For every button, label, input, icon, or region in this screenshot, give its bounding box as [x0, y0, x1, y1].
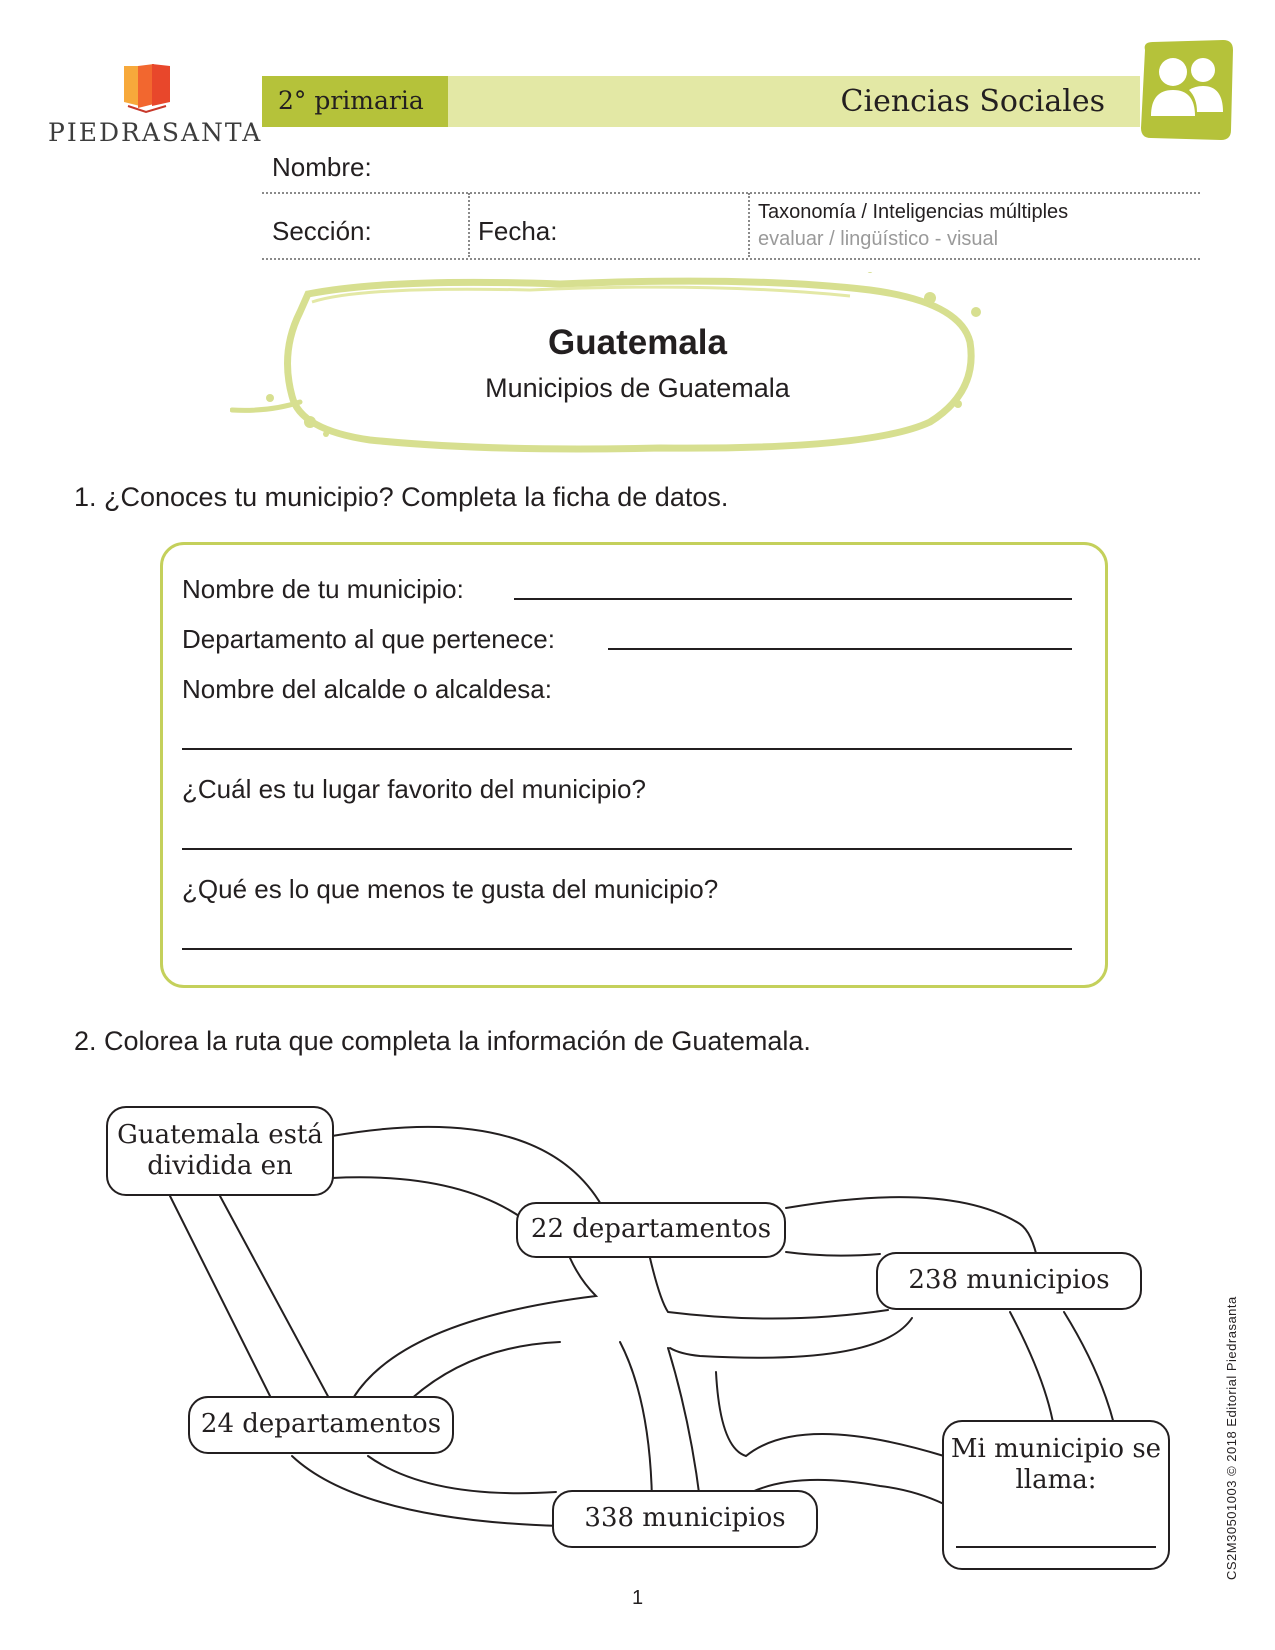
municipality-answer-line[interactable] [956, 1546, 1156, 1548]
name-field-label: Nombre: [272, 152, 372, 182]
section-field-label: Sección: [272, 216, 372, 246]
taxonomy-values: evaluar / lingüístico - visual [758, 228, 999, 250]
form-label-municipality: Nombre de tu municipio: [182, 574, 464, 604]
road-edge [352, 1258, 596, 1400]
road-edge [670, 1318, 912, 1358]
route-node-238-municipios[interactable]: 238 municipios [876, 1252, 1142, 1310]
page-number: 1 [631, 1587, 644, 1609]
road-edge [668, 1348, 700, 1500]
road-edge [716, 1372, 944, 1456]
form-label-favorite-place: ¿Cuál es tu lugar favorito del municipio? [182, 774, 646, 804]
form-label-mayor: Nombre del alcalde o alcaldesa: [182, 674, 552, 704]
grade-label: 2° primaria [278, 86, 424, 115]
road-edge [332, 1177, 522, 1218]
date-field-label: Fecha: [478, 216, 558, 246]
route-node-338-municipios[interactable]: 338 municipios [552, 1490, 818, 1548]
road-edge [410, 1342, 560, 1400]
road-edge [650, 1258, 888, 1319]
form-label-department: Departamento al que pertenece: [182, 624, 555, 654]
subject-title: Ciencias Sociales [840, 84, 1105, 119]
road-edge [170, 1196, 272, 1400]
document-code: CS2M30501003 © 2018 Editorial Piedrasanta [1224, 1296, 1239, 1580]
form-label-least-liked: ¿Qué es lo que menos te gusta del municipio? [182, 874, 719, 904]
page-title: Guatemala [548, 323, 727, 362]
brand-name: PIEDRASANTA [48, 118, 263, 147]
question-1-prompt: 1. ¿Conoces tu municipio? Completa la ficha de datos. [74, 482, 729, 512]
page-subtitle: Municipios de Guatemala [485, 373, 790, 403]
route-node-24-departamentos[interactable]: 24 departamentos [188, 1396, 454, 1454]
road-edge [1064, 1312, 1114, 1424]
road-edge [368, 1456, 556, 1493]
road-edge [1010, 1312, 1054, 1428]
route-node-22-departamentos[interactable]: 22 departamentos [516, 1202, 786, 1258]
road-edge [220, 1196, 330, 1400]
road-edge [332, 1127, 602, 1206]
taxonomy-title: Taxonomía / Inteligencias múltiples [758, 201, 1069, 223]
road-edge [620, 1342, 652, 1500]
route-node-start[interactable]: Guatemala está dividida en [106, 1106, 334, 1196]
road-edge [292, 1456, 560, 1526]
route-node-end[interactable]: Mi municipio se llama: [942, 1420, 1170, 1570]
road-edge [786, 1252, 880, 1256]
question-2-prompt: 2. Colorea la ruta que completa la información de Guatemala. [74, 1026, 811, 1056]
